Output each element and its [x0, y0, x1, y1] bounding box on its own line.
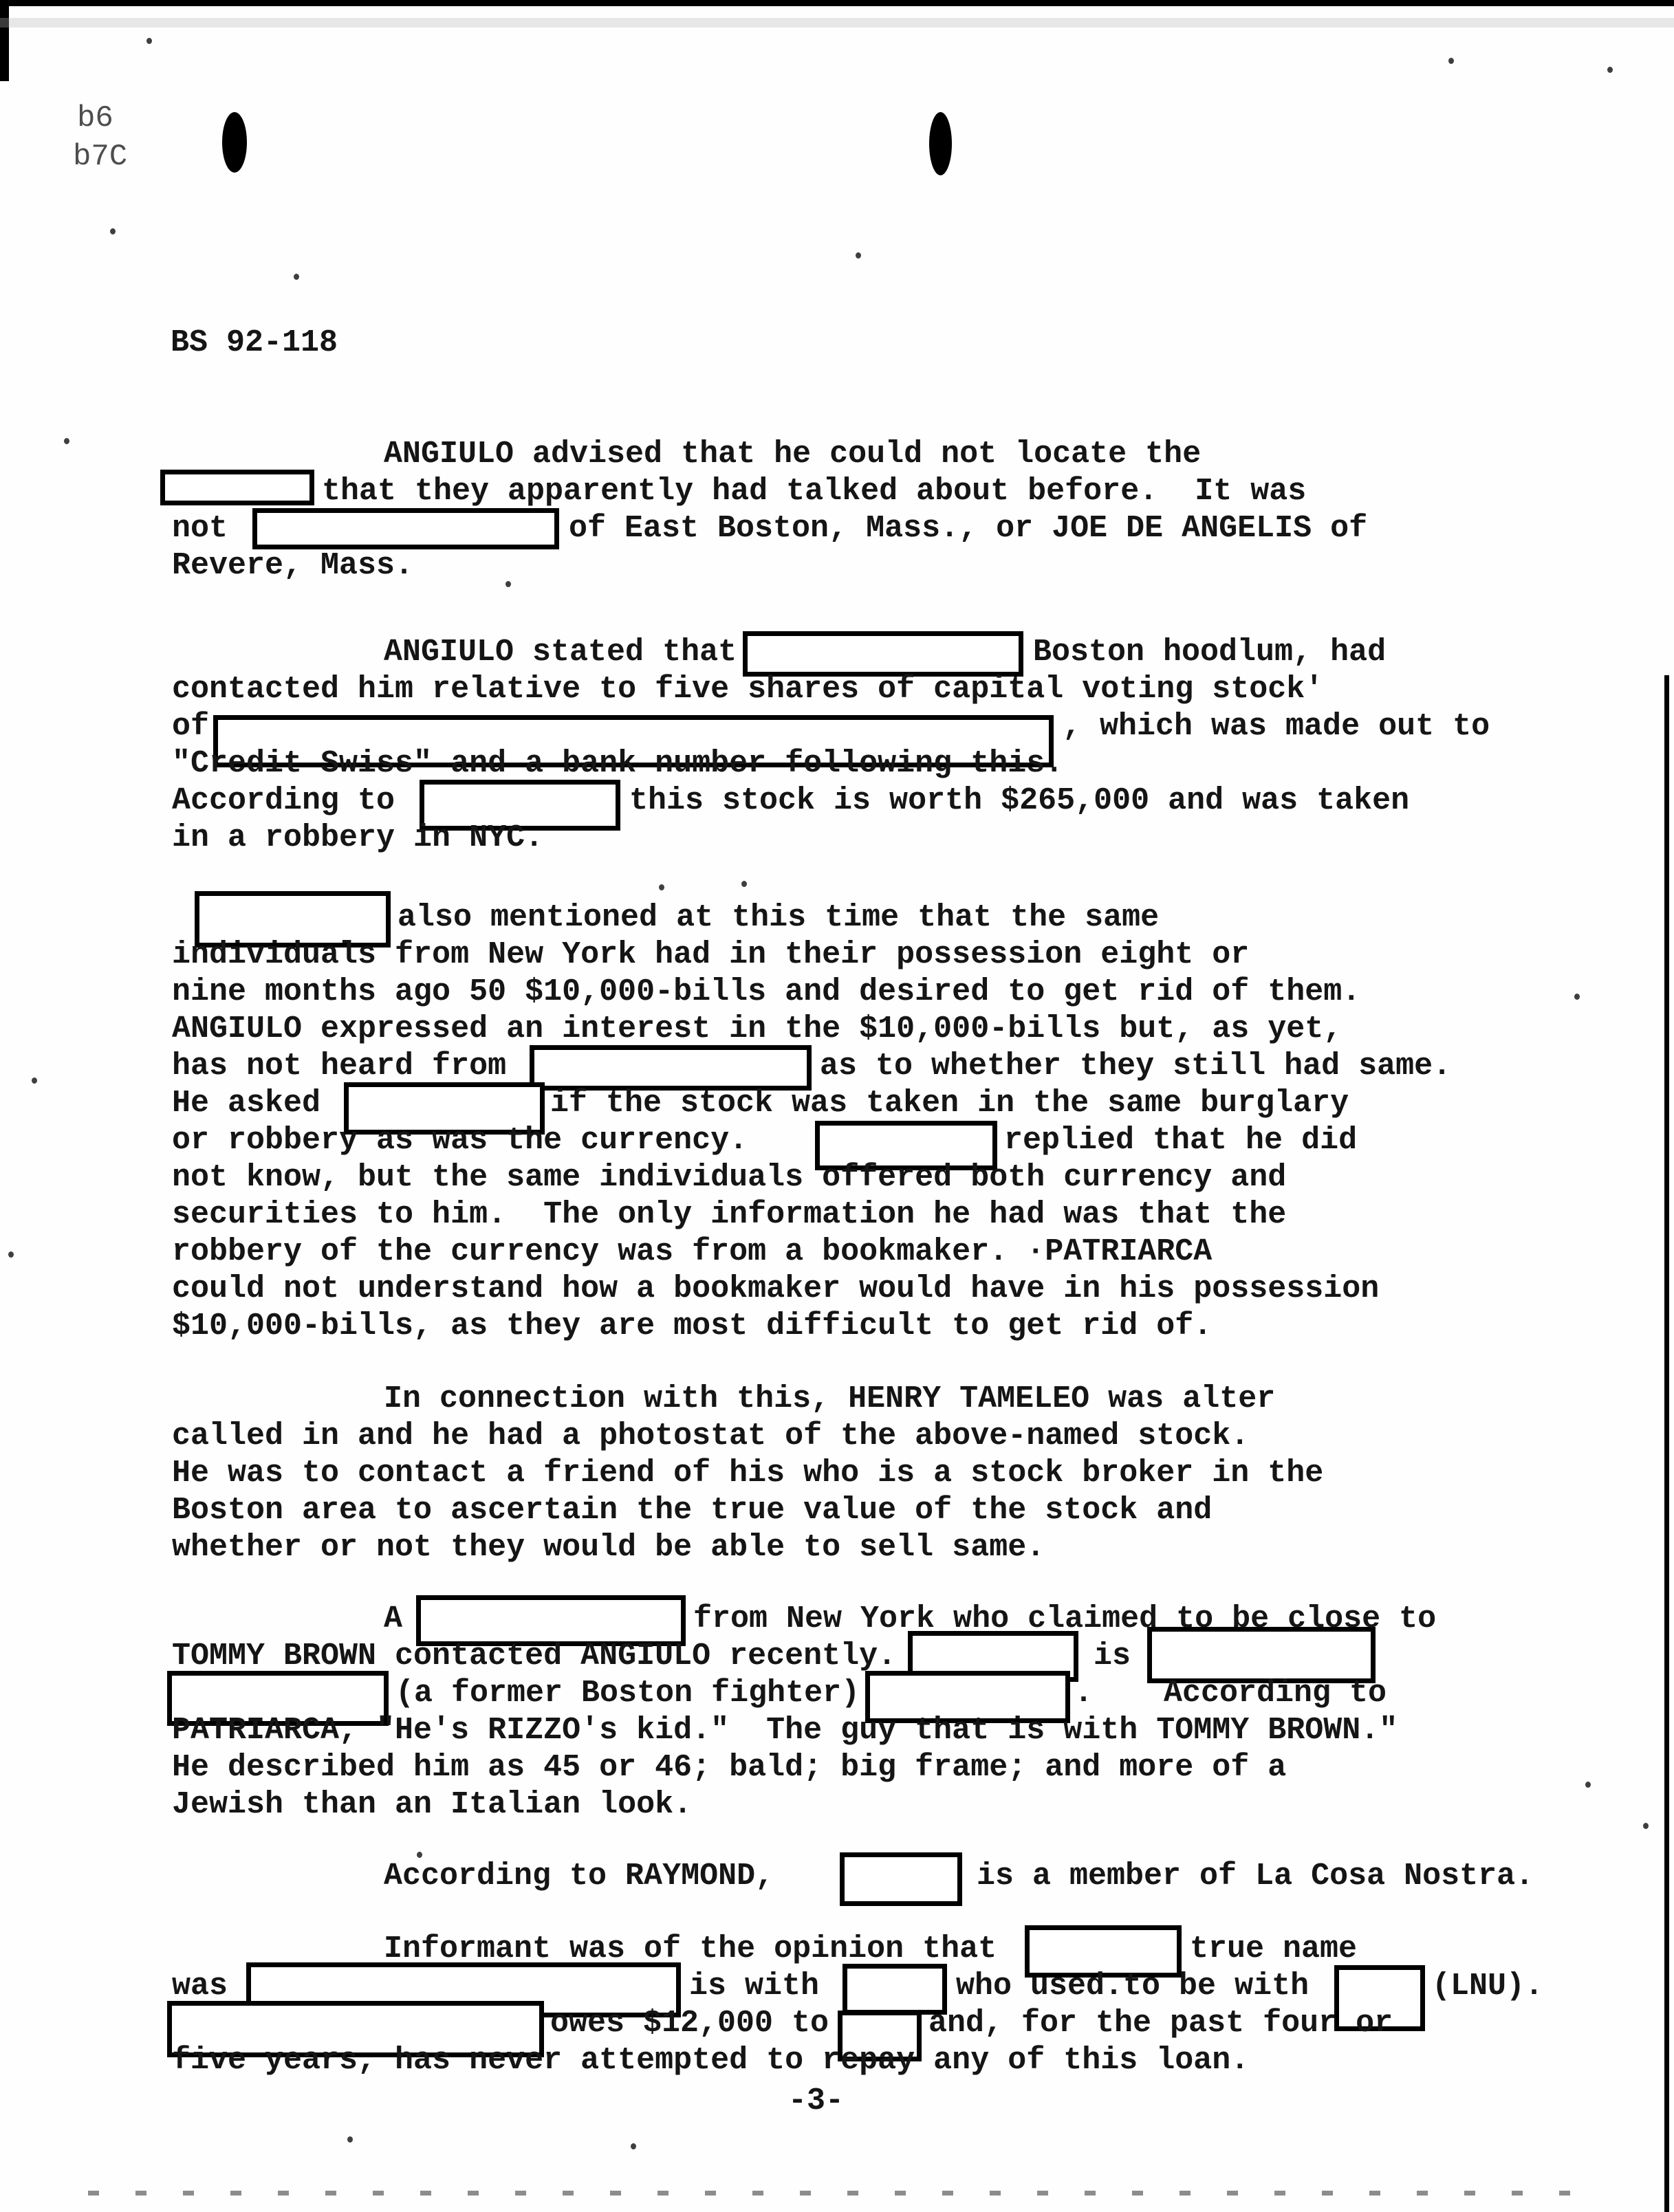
- text-line: could not understand how a bookmaker would have in his possession: [172, 1271, 1380, 1306]
- scan-speck: [1643, 1823, 1649, 1829]
- text-line: Revere, Mass.: [172, 548, 414, 583]
- text-line: Jewish than an Italian look.: [172, 1787, 693, 1822]
- text-line: owes $12,000 to: [550, 2006, 829, 2041]
- scan-speck: [631, 2143, 636, 2149]
- scan-bottom-dashes: [88, 2191, 1580, 2195]
- hole-punch-mark: [222, 112, 247, 173]
- text-line: securities to him. The only information he had was that the: [172, 1197, 1287, 1232]
- text-line: Boston area to ascertain the true value of the stock and: [172, 1493, 1213, 1528]
- scan-streak: [0, 18, 1674, 28]
- text-line: is a member of La Cosa Nostra.: [977, 1859, 1534, 1894]
- text-line: contacted him relative to five shares of capital voting stock': [172, 672, 1324, 707]
- text-line: PATRIARCA, "He's RIZZO's kid." The guy that is with TOMMY BROWN.": [172, 1713, 1398, 1748]
- text-line: also mentioned at this time that the same: [398, 900, 1160, 935]
- text-line: In connection with this, HENRY TAMELEO was alter: [384, 1381, 1276, 1416]
- scan-edge-right: [1664, 675, 1669, 2212]
- text-line: true name: [1190, 1931, 1358, 1967]
- text-line: ANGIULO stated that: [384, 635, 737, 670]
- scan-speck: [417, 1852, 422, 1858]
- text-line: According to: [1164, 1676, 1387, 1711]
- text-line: "Credit Swiss" and a bank number following this.: [172, 746, 1064, 781]
- scan-speck: [856, 252, 861, 259]
- scan-speck: [1607, 67, 1613, 73]
- text-line: nine months ago 50 $10,000-bills and desired to get rid of them.: [172, 974, 1361, 1009]
- scan-speck: [32, 1077, 37, 1084]
- text-line: .: [1074, 1676, 1094, 1711]
- text-line: that they apparently had talked about before. It was: [322, 474, 1307, 509]
- page-number: -3-: [788, 2083, 845, 2118]
- scan-speck: [506, 581, 511, 587]
- case-number: BS 92-118: [171, 325, 338, 360]
- text-line: not know, but the same individuals offered both currency and: [172, 1160, 1287, 1195]
- scan-speck: [1585, 1782, 1591, 1788]
- redaction-box: [530, 1045, 812, 1091]
- text-line: of: [172, 709, 210, 744]
- scan-speck: [659, 884, 664, 890]
- text-line: (a former Boston fighter): [395, 1676, 860, 1711]
- text-line: of East Boston, Mass., or JOE DE ANGELIS of: [569, 511, 1368, 546]
- text-line: ANGIULO advised that he could not locate the: [384, 437, 1202, 472]
- text-line: not: [172, 511, 228, 546]
- text-line: replied that he did: [1004, 1123, 1358, 1158]
- text-line: if the stock was taken in the same burglary: [550, 1086, 1349, 1121]
- text-line: whether or not they would be able to sell same.: [172, 1530, 1045, 1565]
- scan-speck: [146, 38, 152, 44]
- text-line: has not heard from: [172, 1049, 507, 1084]
- text-line: According to RAYMOND,: [384, 1859, 774, 1894]
- text-line: individuals from New York had in their possession eight or: [172, 937, 1250, 972]
- text-line: from New York who claimed to be close to: [693, 1601, 1437, 1636]
- text-line: He asked: [172, 1086, 321, 1121]
- scan-edge-top: [0, 0, 1674, 6]
- classification-code-b6: b6: [77, 101, 113, 135]
- text-line: and, for the past four or: [928, 2006, 1393, 2041]
- text-line: robbery of the currency was from a bookmaker. ·PATRIARCA: [172, 1234, 1213, 1269]
- text-line: or robbery as was the currency.: [172, 1123, 748, 1158]
- text-line: , which was made out to: [1063, 709, 1490, 744]
- hole-punch-mark: [929, 112, 952, 175]
- text-line: Boston hoodlum, had: [1033, 635, 1387, 670]
- text-line: as to whether they still had same.: [820, 1049, 1452, 1084]
- redaction-box: [160, 470, 314, 505]
- scan-speck: [1574, 994, 1580, 1000]
- text-line: (LNU).: [1432, 1969, 1544, 2004]
- text-line: is: [1094, 1639, 1131, 1674]
- text-line: He was to contact a friend of his who is a stock broker in the: [172, 1456, 1324, 1491]
- text-line: five years, has never attempted to repay any of this loan.: [172, 2043, 1250, 2078]
- text-line: who used.to be with: [956, 1969, 1309, 2004]
- redaction-box: [252, 508, 559, 549]
- text-line: in a robbery in NYC.: [172, 820, 544, 855]
- text-line: called in and he had a photostat of the above-named stock.: [172, 1419, 1250, 1454]
- scan-speck: [294, 274, 299, 280]
- scan-speck: [64, 438, 69, 444]
- scan-speck: [1448, 58, 1454, 64]
- scan-speck: [110, 228, 116, 234]
- scan-speck: [8, 1251, 14, 1258]
- text-line: this stock is worth $265,000 and was taken: [629, 783, 1410, 818]
- text-line: He described him as 45 or 46; bald; big frame; and more of a: [172, 1750, 1287, 1785]
- text-line: is with: [689, 1969, 820, 2004]
- redaction-box: [840, 1852, 962, 1906]
- text-line: was: [172, 1969, 228, 2004]
- text-line: $10,000-bills, as they are most difficult to get rid of.: [172, 1308, 1213, 1344]
- text-line: Informant was of the opinion that: [384, 1931, 997, 1967]
- scan-speck: [347, 2136, 353, 2143]
- redaction-box: [743, 631, 1023, 677]
- text-line: ANGIULO expressed an interest in the $10,000-bills but, as yet,: [172, 1011, 1343, 1047]
- classification-code-b7c: b7C: [73, 140, 128, 174]
- scan-edge-corner: [0, 4, 9, 81]
- text-line: TOMMY BROWN contacted ANGIULO recently.: [172, 1639, 897, 1674]
- scan-speck: [741, 881, 747, 887]
- text-line: A: [384, 1601, 403, 1636]
- text-line: According to: [172, 783, 395, 818]
